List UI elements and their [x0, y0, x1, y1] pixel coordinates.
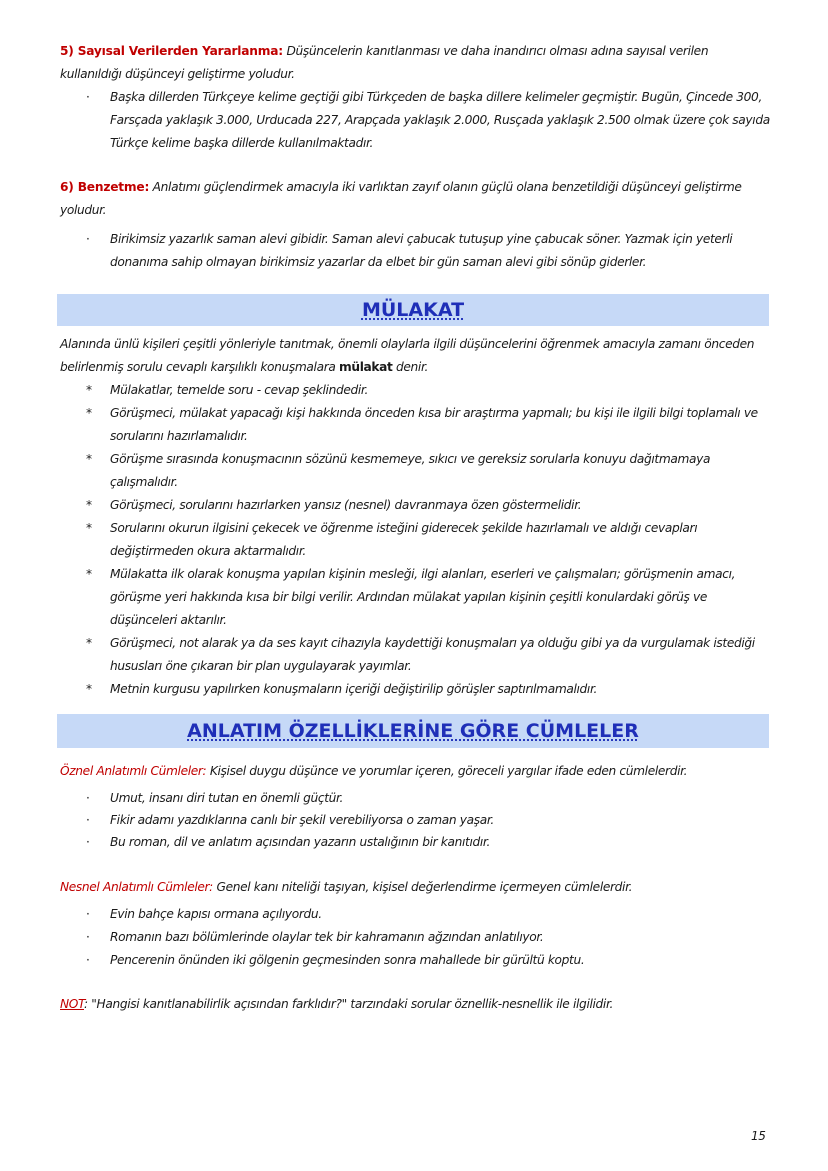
- intro-paragraph: [60, 333, 772, 379]
- item-text: Mülakatlar, temelde soru - cevap şeklindedir.: [110, 383, 368, 397]
- list-item: [60, 563, 772, 632]
- example-list: [60, 228, 772, 274]
- item-text: Romanın bazı bölümlerinde olaylar tek bir kahramanın ağzından anlatılıyor.: [110, 930, 544, 944]
- heading: Nesnel Anlatımlı Cümleler:: [60, 880, 213, 894]
- section-banner-mulakat: [57, 294, 769, 326]
- list-item: [60, 903, 772, 926]
- item-text: Sorularını okurun ilgisini çekecek ve öğrenme isteğini giderecek şekilde hazırlamalı ve aldığı cevapları değiştirmeden okura aktarmalıdır.: [110, 521, 698, 558]
- section-benzetme: [60, 176, 772, 274]
- item-text: Görüşme sırasında konuşmacının sözünü kesmemeye, sıkıcı ve gereksiz sorularla konuyu dağıtmamaya çalışmalıdır.: [110, 452, 711, 489]
- list-item: [60, 678, 772, 701]
- section-oznel: [60, 760, 772, 853]
- term: mülakat: [339, 360, 393, 374]
- example-list: [60, 86, 772, 155]
- definition: Anlatımı güçlendirmek amacıyla iki varlıktan zayıf olanın güçlü olana benzetildiği düşünceyi geliştirme yoludur.: [60, 180, 742, 217]
- bullet: *: [86, 498, 92, 512]
- example-list: [60, 787, 772, 853]
- item-text: Metnin kurgusu yapılırken konuşmaların içeriği değiştirilip görüşler saptırılmamalıdır.: [110, 682, 598, 696]
- bullet: *: [86, 452, 92, 466]
- heading: 6) Benzetme:: [60, 180, 150, 194]
- list-item: [60, 632, 772, 678]
- note-label: NOT: [60, 997, 84, 1011]
- section-nesnel: [60, 876, 772, 972]
- section-sayisal-veriler: [60, 40, 772, 155]
- bullet: ·: [86, 813, 90, 827]
- list-item: [60, 831, 772, 853]
- bullet: ·: [86, 835, 90, 849]
- paragraph: [60, 876, 772, 899]
- note-text: : "Hangisi kanıtlanabilirlik açısından farklıdır?" tarzındaki sorular öznellik-nesnellik ile ilgilidir.: [84, 997, 614, 1011]
- bullet: ·: [86, 90, 90, 104]
- list-item: [60, 448, 772, 494]
- bullet: ·: [86, 930, 90, 944]
- item-text: Evin bahçe kapısı ormana açılıyordu.: [110, 907, 322, 921]
- list-item: [60, 494, 772, 517]
- item-text: Görüşmeci, not alarak ya da ses kayıt cihazıyla kaydettiği konuşmaları ya olduğu gibi ya da vurgulamak istediği hususları öne çıkaran bir plan uygulayarak yayımlar.: [110, 636, 755, 673]
- item-text: Fikir adamı yazdıklarına canlı bir şekil verebiliyorsa o zaman yaşar.: [110, 813, 494, 827]
- note: [60, 993, 772, 1016]
- section-title: MÜLAKAT: [361, 299, 465, 321]
- bullet: *: [86, 383, 92, 397]
- definition: Düşüncelerin kanıtlanması ve daha inandırıcı olması adına sayısal verilen kullanıldığı düşünceyi geliştirme yoludur.: [60, 44, 709, 81]
- heading: 5) Sayısal Verilerden Yararlanma:: [60, 44, 283, 58]
- section-mulakat: [60, 333, 772, 701]
- bullet: ·: [86, 232, 90, 246]
- list-item: [60, 86, 772, 155]
- bullet: *: [86, 521, 92, 535]
- bullet: *: [86, 636, 92, 650]
- page-number: 15: [751, 1129, 766, 1143]
- bullet: ·: [86, 907, 90, 921]
- list-item: [60, 379, 772, 402]
- rules-list: [60, 379, 772, 701]
- bullet: ·: [86, 791, 90, 805]
- item-text: Mülakatta ilk olarak konuşma yapılan kişinin mesleği, ilgi alanları, eserleri ve çalışmaları; görüşmenin amacı, görüşme yeri hakkında kısa bir bilgi verilir. Ardından mülakat yapılan kişinin çeşitli konulardaki görüş ve düşünceleri aktarılır.: [110, 567, 736, 627]
- bullet: *: [86, 682, 92, 696]
- list-item: [60, 787, 772, 809]
- section-title: ANLATIM ÖZELLİKLERİNE GÖRE CÜMLELER: [187, 720, 639, 742]
- list-item: [60, 517, 772, 563]
- item-text: Bu roman, dil ve anlatım açısından yazarın ustalığının bir kanıtıdır.: [110, 835, 490, 849]
- intro-text: Alanında ünlü kişileri çeşitli yönleriyle tanıtmak, önemli olaylarla ilgili düşüncelerini öğrenmek amacıyla zamanı önceden belirlenmiş sorulu cevaplı karşılıklı konuşmalara: [60, 337, 755, 374]
- paragraph: [60, 40, 772, 86]
- list-item: [60, 228, 772, 274]
- item-text: Görüşmeci, mülakat yapacağı kişi hakkında önceden kısa bir araştırma yapmalı; bu kişi ile ilgili bilgi toplamalı ve sorularını hazırlamalıdır.: [110, 406, 758, 443]
- section-banner-anlatim: [57, 714, 769, 748]
- bullet: *: [86, 567, 92, 581]
- list-item: [60, 809, 772, 831]
- definition: Kişisel duygu düşünce ve yorumlar içeren, göreceli yargılar ifade eden cümlelerdir.: [206, 764, 688, 778]
- list-item: [60, 402, 772, 448]
- bullet: *: [86, 406, 92, 420]
- bullet: ·: [86, 953, 90, 967]
- definition: Genel kanı niteliği taşıyan, kişisel değerlendirme içermeyen cümlelerdir.: [212, 880, 633, 894]
- item-text: Görüşmeci, sorularını hazırlarken yansız (nesnel) davranmaya özen göstermelidir.: [110, 498, 582, 512]
- list-item: [60, 926, 772, 949]
- item-text: Birikimsiz yazarlık saman alevi gibidir. Saman alevi çabucak tutuşup yine çabucak söner. Yazmak için yeterli donanıma sahip olmayan birikimsiz yazarlar da elbet bir gün saman alevi gibi sönüp giderler.: [110, 232, 733, 269]
- example-list: [60, 903, 772, 972]
- heading: Öznel Anlatımlı Cümleler:: [60, 764, 207, 778]
- paragraph: [60, 176, 772, 222]
- item-text: Pencerenin önünden iki gölgenin geçmesinden sonra mahallede bir gürültü koptu.: [110, 953, 585, 967]
- item-text: Umut, insanı diri tutan en önemli güçtür.: [110, 791, 344, 805]
- list-item: [60, 949, 772, 972]
- paragraph: [60, 760, 772, 783]
- intro-text-end: denir.: [392, 360, 429, 374]
- item-text: Başka dillerden Türkçeye kelime geçtiği gibi Türkçeden de başka dillere kelimeler geçmiştir. Bugün, Çincede 300, Farsçada yaklaşık 3.000, Urducada 227, Arapçada yaklaşık 2.000, Rusçada yaklaşık 2.500 olmak üzere çok sayıda Türkçe kelime başka dillerde kullanılmaktadır.: [110, 90, 770, 150]
